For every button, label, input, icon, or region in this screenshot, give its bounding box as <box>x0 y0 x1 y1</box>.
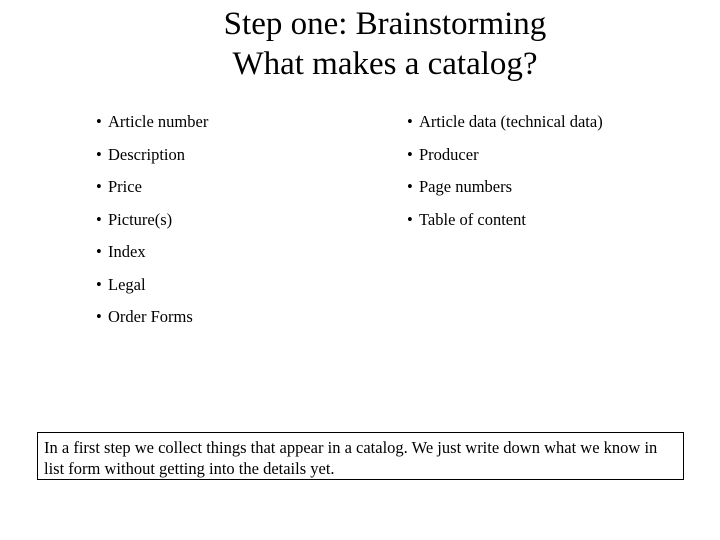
list-item-label: Table of content <box>419 209 526 229</box>
list-item-label: Article number <box>108 112 209 131</box>
list-item <box>96 275 208 294</box>
bullet-icon: • <box>96 112 102 131</box>
bullet-icon: • <box>96 144 102 164</box>
list-item <box>96 112 208 131</box>
bullet-icon: • <box>407 209 413 229</box>
list-item-label: Article data (technical data) <box>419 112 603 131</box>
bullet-icon: • <box>96 177 102 196</box>
title-line-1: Step one: Brainstorming <box>223 6 547 42</box>
list-item <box>96 145 208 164</box>
list-item-label: Page numbers <box>419 177 513 196</box>
list-item-label: Picture(s) <box>108 209 173 229</box>
list-item <box>96 177 208 196</box>
bullet-icon: • <box>96 274 102 294</box>
list-item <box>96 242 208 261</box>
list-item-label: Index <box>108 242 146 261</box>
list-item-label: Order Forms <box>108 307 193 326</box>
bullet-icon: • <box>407 144 413 164</box>
bullet-icon: • <box>407 112 413 131</box>
list-item <box>96 307 208 326</box>
list-item <box>407 145 603 164</box>
slide-title <box>0 4 720 84</box>
right-bullet-list <box>407 112 603 242</box>
bullet-icon: • <box>96 242 102 261</box>
bullet-icon: • <box>96 307 102 326</box>
list-item-label: Legal <box>108 274 146 294</box>
list-item-label: Price <box>108 177 142 196</box>
list-item <box>407 112 603 131</box>
note-box: In a first step we collect things that appear in a catalog. We just write down what we know in list form without getting into the details yet. <box>37 432 684 480</box>
title-line-2: What makes a catalog? <box>232 46 538 82</box>
list-item <box>407 210 603 229</box>
left-bullet-list <box>96 112 208 340</box>
bullet-icon: • <box>407 177 413 196</box>
list-item <box>407 177 603 196</box>
list-item-label: Producer <box>419 144 479 164</box>
list-item <box>96 210 208 229</box>
list-item-label: Description <box>108 144 185 164</box>
bullet-icon: • <box>96 209 102 229</box>
